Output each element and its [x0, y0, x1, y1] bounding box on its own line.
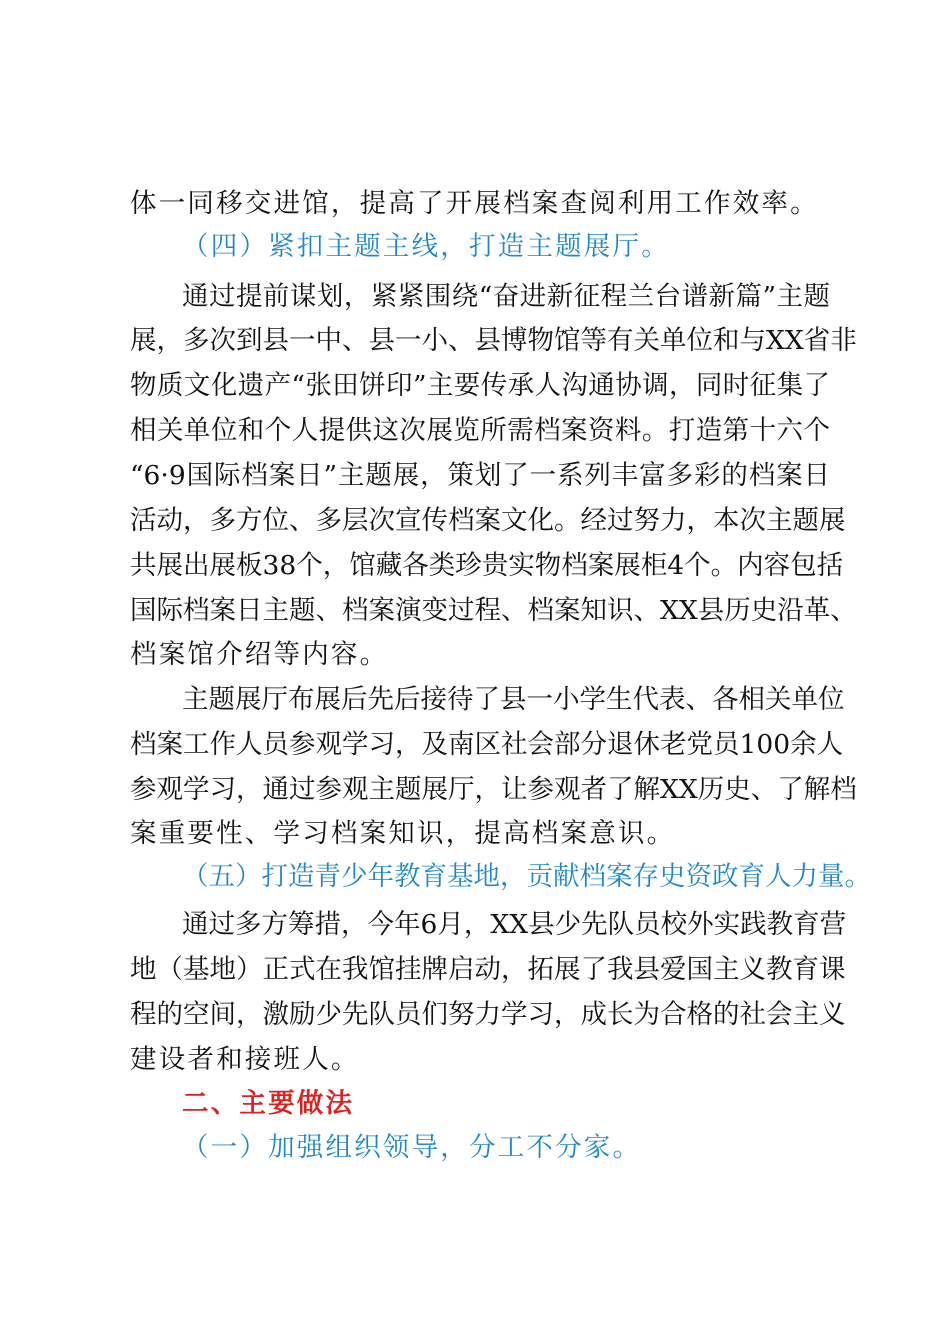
paragraph-line: 通过提前谋划，紧紧围绕“奋进新征程兰台谱新篇”主题	[182, 281, 830, 312]
paragraph-line: 建设者和接班人。	[130, 1044, 360, 1075]
paragraph-line: 体一同移交进馆，提高了开展档案查阅利用工作效率。	[130, 188, 819, 219]
paragraph-line: 共展出展板38个，馆藏各类珍贵实物档案展柜4个。内容包括	[130, 550, 844, 581]
subheading-5: （五）打造青少年教育基地，贡献档案存史资政育人力量。	[182, 861, 871, 892]
paragraph-line: 相关单位和个人提供这次展览所需档案资料。打造第十六个	[130, 415, 830, 446]
paragraph-line: 程的空间，激励少先队员们努力学习，成长为合格的社会主义	[130, 999, 846, 1030]
paragraph-line: 主题展厅布展后先后接待了县一小学生代表、各相关单位	[182, 684, 845, 715]
paragraph-line: 通过多方筹措，今年6月，XX县少先队员校外实践教育营	[182, 909, 847, 940]
section-heading: 二、主要做法	[182, 1088, 355, 1119]
paragraph-line: 地（基地）正式在我馆挂牌启动，拓展了我县爱国主义教育课	[130, 954, 846, 985]
paragraph-line: 展，多次到县一中、县一小、县博物馆等有关单位和与XX省非	[130, 325, 857, 356]
paragraph-line: 案重要性、学习档案知识，提高档案意识。	[130, 818, 676, 849]
paragraph-line: 物质文化遗产“张田饼印”主要传承人沟通协调，同时征集了	[130, 370, 830, 401]
subheading-4: （四）紧扣主题主线，打造主题展厅。	[182, 231, 670, 262]
paragraph-line: 参观学习，通过参观主题展厅，让参观者了解XX历史、了解档	[130, 774, 857, 805]
paragraph-line: 档案馆介绍等内容。	[130, 639, 389, 670]
subheading-1: （一）加强组织领导，分工不分家。	[182, 1132, 642, 1163]
paragraph-line: 活动，多方位、多层次宣传档案文化。经过努力，本次主题展	[130, 505, 846, 536]
paragraph-line: 国际档案日主题、档案演变过程、档案知识、XX县历史沿革、	[130, 595, 857, 626]
paragraph-line: “6·9国际档案日”主题展，策划了一系列丰富多彩的档案日	[130, 460, 830, 491]
paragraph-line: 档案工作人员参观学习，及南区社会部分退休老党员100余人	[130, 729, 844, 760]
